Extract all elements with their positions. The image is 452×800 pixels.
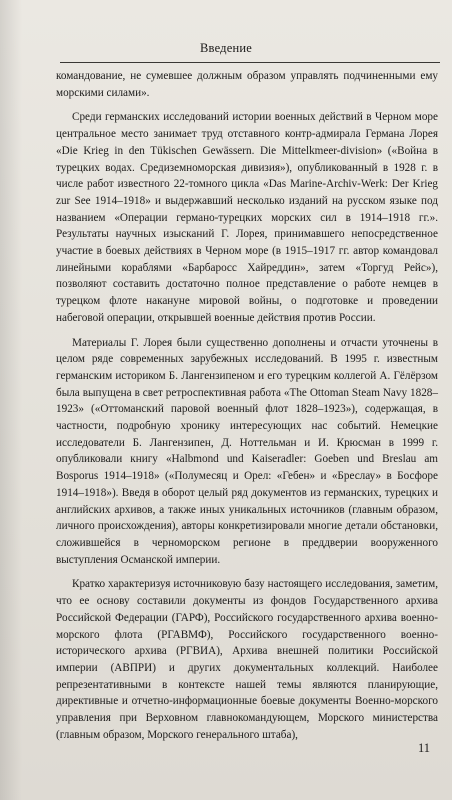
body-text xyxy=(56,68,438,751)
paragraph-german-studies: Среди германских исследований истории военных действий в Черном море центральное место занимает труд отставного контр-адмирала Германа Лорея «Die Krieg in den Tükischen Gewässern. Die Mittelkmeer-division» («Война в турецких водах. Средиземноморская дивизия»), опубликованный в 1928 г. в числе работ известного 22-томного цикла «Das Marine-Archiv-Werk: Der Krieg zur See 1914–1918» и выдержавший несколько изданий на русском языке под названием «Операции германо-турецких морских сил в 1914–1918 гг.». Результаты научных изысканий Г. Лорея, принимавшего непосредственное участие в боевых действиях в Черном море (в 1915–1917 гг. автор командовал линейными кораблями «Барбаросс Хайреддин», затем «Торгуд Рейс»), позволяют составить достаточно полное представление о работе немцев в турецком флоте накануне мировой войны, о подготовке и проведении набеговой операции, открывшей военные действия против России. xyxy=(56,111,438,324)
paragraph-sources: Кратко характеризуя источниковую базу настоящего исследования, заметим, что ее основу составили документы из фондов Государственного архива Российской Федерации (ГАРФ), Российского государственного архива военно-морского флота (РГАВМФ), Российского государственного военно-исторического архива (РГВИА), Архива внешней политики Российской империи (АВПРИ) и других документальных коллекций. Наиболее репрезентативными в контексте нашей темы являются планирующие, директивные и отчетно-информационные боевые документы Военно-морского управления при Верховном главнокомандующем, Морского министерства (главным образом, Морского генерального штаба), xyxy=(56,578,438,741)
header-rule xyxy=(60,62,440,63)
paragraph-foreign-research: Материалы Г. Лорея были существенно дополнены и отчасти уточнены в целом ряде современных зарубежных исследований. В 1995 г. известным германским историком Б. Лангензипеном и его турецким коллегой А. Гёлёрзом была выпущена в свет ретроспективная работа «The Ottoman Steam Navy 1828–1923» («Оттоманский паровой военный флот 1828–1923»), содержащая, в частности, подробную хронику интересующих нас событий. Немецкие исследователи Б. Лангензипен, Д. Ноттельман и И. Крюсман в 1999 г. опубликовали книгу «Halbmond und Kaiseradler: Goeben und Breslau am Bosporus 1914–1918» («Полумесяц и Орел: «Гебен» и «Бреслау» в Босфоре 1914–1918»). Введя в оборот целый ряд документов из германских, турецких и английских архивов, а также иных уникальных источников (главным образом, личного происхождения), авторы конкретизировали многие детали обстановки, сложившейся в черноморском регионе в преддверии вооруженного выступления Османской империи. xyxy=(56,336,438,566)
page-gutter-shadow xyxy=(0,0,22,800)
running-head: Введение xyxy=(200,41,252,55)
paragraph-continued: командование, не сумевшее должным образом управлять подчиненными ему морскими силами». xyxy=(56,70,438,99)
page-number: 11 xyxy=(417,741,430,755)
